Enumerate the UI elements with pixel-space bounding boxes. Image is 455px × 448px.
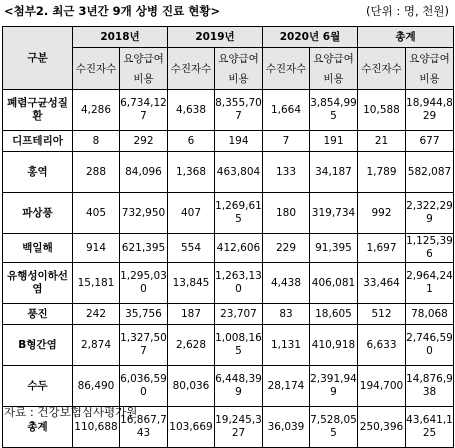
cell-patients: 4,438 [263, 263, 310, 304]
cell-cost: 6,734,127 [120, 90, 168, 131]
cell-cost: 677 [406, 131, 454, 152]
source-note: 자료 : 건강보험심사평가원 [4, 405, 138, 419]
cell-cost: 582,087 [406, 152, 454, 193]
cell-patients: 187 [168, 304, 215, 325]
cell-cost: 406,081 [310, 263, 358, 304]
cell-cost: 2,746,590 [406, 325, 454, 366]
cell-cost: 1,269,615 [215, 193, 263, 234]
header-year-2020: 2020년 6월 [263, 27, 358, 48]
cell-patients: 512 [358, 304, 406, 325]
unit-note: (단위 : 명, 천원) [365, 4, 449, 18]
cell-cost: 2,391,949 [310, 366, 358, 407]
cell-cost: 191 [310, 131, 358, 152]
cell-patients: 2,874 [73, 325, 120, 366]
cell-patients: 180 [263, 193, 310, 234]
cell-cost: 6,448,399 [215, 366, 263, 407]
cell-patients: 194,700 [358, 366, 406, 407]
table-row [3, 263, 454, 304]
cell-cost: 1,125,396 [406, 234, 454, 263]
table-row [3, 234, 454, 263]
cell-patients: 15,181 [73, 263, 120, 304]
header-category: 구분 [3, 27, 73, 90]
data-table [2, 26, 454, 448]
cell-patients: 6 [168, 131, 215, 152]
cell-cost: 19,245,327 [215, 407, 263, 448]
cell-patients: 914 [73, 234, 120, 263]
row-label: 홍역 [3, 152, 73, 193]
cell-cost: 463,804 [215, 152, 263, 193]
cell-patients: 4,286 [73, 90, 120, 131]
cell-cost: 2,964,241 [406, 263, 454, 304]
cell-patients: 28,174 [263, 366, 310, 407]
cell-cost: 412,606 [215, 234, 263, 263]
header-year-2019: 2019년 [168, 27, 263, 48]
header-patients: 수진자수 [73, 48, 120, 90]
cell-cost: 8,355,707 [215, 90, 263, 131]
header-row-years [3, 27, 454, 48]
table-row [3, 325, 454, 366]
cell-cost: 18,605 [310, 304, 358, 325]
header-cost: 요양급여비용 [406, 48, 454, 90]
cell-patients: 21 [358, 131, 406, 152]
cell-cost: 292 [120, 131, 168, 152]
page-title: <첨부2. 최근 3년간 9개 상병 진료 현황> [4, 4, 221, 18]
cell-patients: 33,464 [358, 263, 406, 304]
cell-cost: 1,295,030 [120, 263, 168, 304]
table-row [3, 304, 454, 325]
cell-patients: 405 [73, 193, 120, 234]
cell-patients: 288 [73, 152, 120, 193]
cell-patients: 407 [168, 193, 215, 234]
cell-cost: 194 [215, 131, 263, 152]
cell-patients: 250,396 [358, 407, 406, 448]
row-label: 디프테리아 [3, 131, 73, 152]
cell-patients: 6,633 [358, 325, 406, 366]
table-row [3, 131, 454, 152]
cell-cost: 3,854,995 [310, 90, 358, 131]
cell-cost: 43,641,125 [406, 407, 454, 448]
row-label: 백일해 [3, 234, 73, 263]
row-label: B형간염 [3, 325, 73, 366]
cell-patients: 36,039 [263, 407, 310, 448]
row-label: 파상풍 [3, 193, 73, 234]
header-cost: 요양급여비용 [215, 48, 263, 90]
cell-cost: 91,395 [310, 234, 358, 263]
cell-patients: 4,638 [168, 90, 215, 131]
cell-patients: 83 [263, 304, 310, 325]
header-cost: 요양급여비용 [310, 48, 358, 90]
cell-cost: 410,918 [310, 325, 358, 366]
cell-patients: 992 [358, 193, 406, 234]
cell-patients: 229 [263, 234, 310, 263]
cell-cost: 621,395 [120, 234, 168, 263]
header-year-2018: 2018년 [73, 27, 168, 48]
table-row [3, 193, 454, 234]
cell-patients: 8 [73, 131, 120, 152]
cell-cost: 2,322,299 [406, 193, 454, 234]
cell-patients: 1,368 [168, 152, 215, 193]
cell-cost: 35,756 [120, 304, 168, 325]
row-label: 풍진 [3, 304, 73, 325]
row-label: 폐렴구균성질환 [3, 90, 73, 131]
cell-cost: 1,327,507 [120, 325, 168, 366]
cell-cost: 18,944,829 [406, 90, 454, 131]
table-row [3, 366, 454, 407]
header-total: 총계 [358, 27, 454, 48]
cell-patients: 10,588 [358, 90, 406, 131]
cell-cost: 16,867,743 [120, 407, 168, 448]
cell-patients: 86,490 [73, 366, 120, 407]
row-label: 유행성이하선염 [3, 263, 73, 304]
cell-patients: 2,628 [168, 325, 215, 366]
cell-cost: 84,096 [120, 152, 168, 193]
cell-patients: 1,789 [358, 152, 406, 193]
cell-patients: 554 [168, 234, 215, 263]
table-row [3, 152, 454, 193]
cell-patients: 80,036 [168, 366, 215, 407]
header-patients: 수진자수 [168, 48, 215, 90]
cell-patients: 13,845 [168, 263, 215, 304]
cell-cost: 23,707 [215, 304, 263, 325]
row-label: 총계 [3, 407, 73, 448]
cell-cost: 732,950 [120, 193, 168, 234]
cell-patients: 1,697 [358, 234, 406, 263]
cell-patients: 242 [73, 304, 120, 325]
cell-cost: 78,068 [406, 304, 454, 325]
cell-patients: 103,669 [168, 407, 215, 448]
header-patients: 수진자수 [358, 48, 406, 90]
cell-patients: 133 [263, 152, 310, 193]
cell-cost: 7,528,055 [310, 407, 358, 448]
cell-cost: 1,263,130 [215, 263, 263, 304]
cell-patients: 7 [263, 131, 310, 152]
cell-patients: 1,664 [263, 90, 310, 131]
cell-cost: 6,036,590 [120, 366, 168, 407]
cell-patients: 110,688 [73, 407, 120, 448]
header-patients: 수진자수 [263, 48, 310, 90]
cell-patients: 1,131 [263, 325, 310, 366]
header-cost: 요양급여비용 [120, 48, 168, 90]
cell-cost: 14,876,938 [406, 366, 454, 407]
table-body [3, 90, 454, 448]
cell-cost: 34,187 [310, 152, 358, 193]
cell-cost: 319,734 [310, 193, 358, 234]
table-row [3, 90, 454, 131]
row-label: 수두 [3, 366, 73, 407]
cell-cost: 1,008,165 [215, 325, 263, 366]
